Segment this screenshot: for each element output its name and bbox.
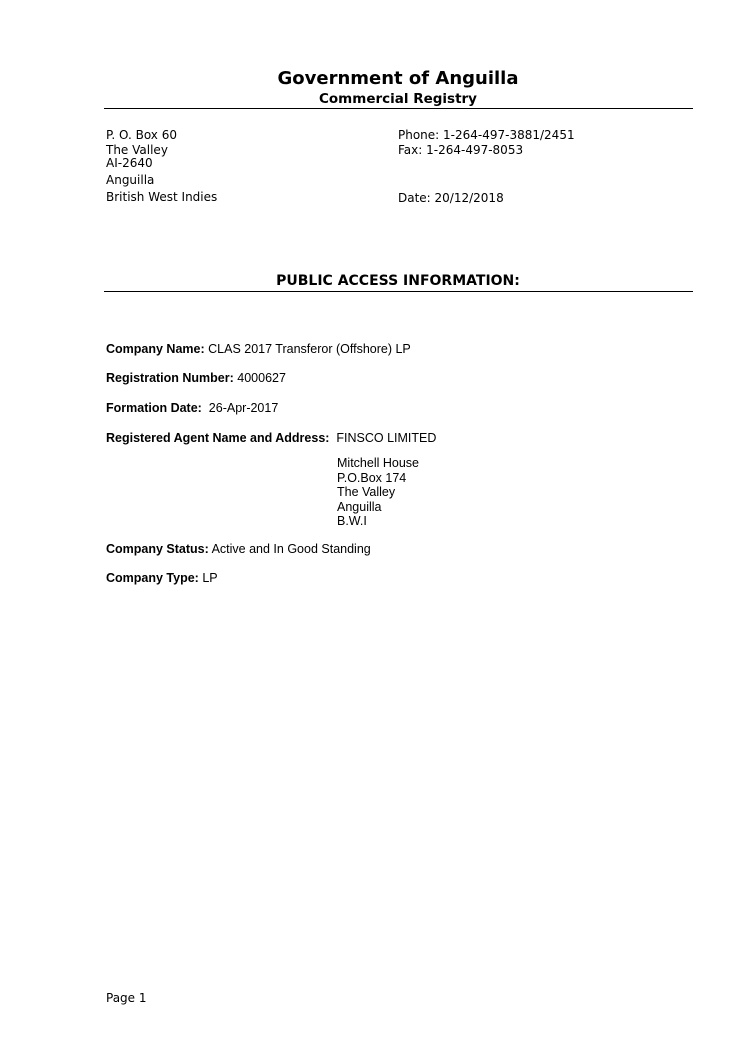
address-line-region: British West Indies [106, 189, 218, 204]
document-subtitle: Commercial Registry [319, 91, 477, 107]
address-line-po-box: P. O. Box 60 [106, 128, 177, 142]
company-type-label: Company Type: [106, 571, 199, 585]
section-divider [104, 291, 693, 292]
registered-agent-label: Registered Agent Name and Address: [106, 431, 330, 445]
agent-address-line: The Valley [337, 485, 396, 499]
registered-agent-row [106, 431, 436, 446]
agent-address-line: P.O.Box 174 [337, 470, 407, 485]
contact-phone: Phone: 1-264-497-3881/2451 [398, 128, 575, 142]
section-heading: PUBLIC ACCESS INFORMATION: [276, 273, 520, 289]
address-line-town: The Valley [106, 142, 168, 157]
agent-address-line: Mitchell House [337, 456, 419, 470]
contact-fax: Fax: 1-264-497-8053 [398, 142, 524, 157]
document-date: Date: 20/12/2018 [398, 191, 504, 205]
page-number: Page 1 [106, 991, 147, 1005]
formation-date-value: 26-Apr-2017 [208, 401, 279, 415]
company-status-row [106, 542, 371, 557]
address-line-territory: Anguilla [106, 172, 155, 187]
formation-date-row [106, 401, 278, 416]
agent-address-line: Anguilla [337, 499, 382, 514]
address-line-postcode: AI-2640 [106, 156, 153, 170]
company-type-row [106, 571, 218, 586]
company-status-value: Active and In Good Standing [211, 542, 371, 556]
agent-address-line: B.W.I [337, 514, 367, 528]
registration-number-label: Registration Number: [106, 371, 234, 385]
document-title: Government of Anguilla [277, 68, 519, 89]
company-type-value: LP [202, 571, 218, 585]
company-status-label: Company Status: [106, 542, 209, 556]
registration-number-row [106, 371, 286, 386]
company-name-label: Company Name: [106, 342, 205, 356]
formation-date-label: Formation Date: [106, 401, 202, 415]
registration-number-value: 4000627 [237, 371, 286, 385]
company-name-row [106, 342, 411, 357]
header-divider [104, 108, 693, 109]
company-name-value: CLAS 2017 Transferor (Offshore) LP [208, 342, 411, 356]
registered-agent-name: FINSCO LIMITED [336, 431, 437, 445]
